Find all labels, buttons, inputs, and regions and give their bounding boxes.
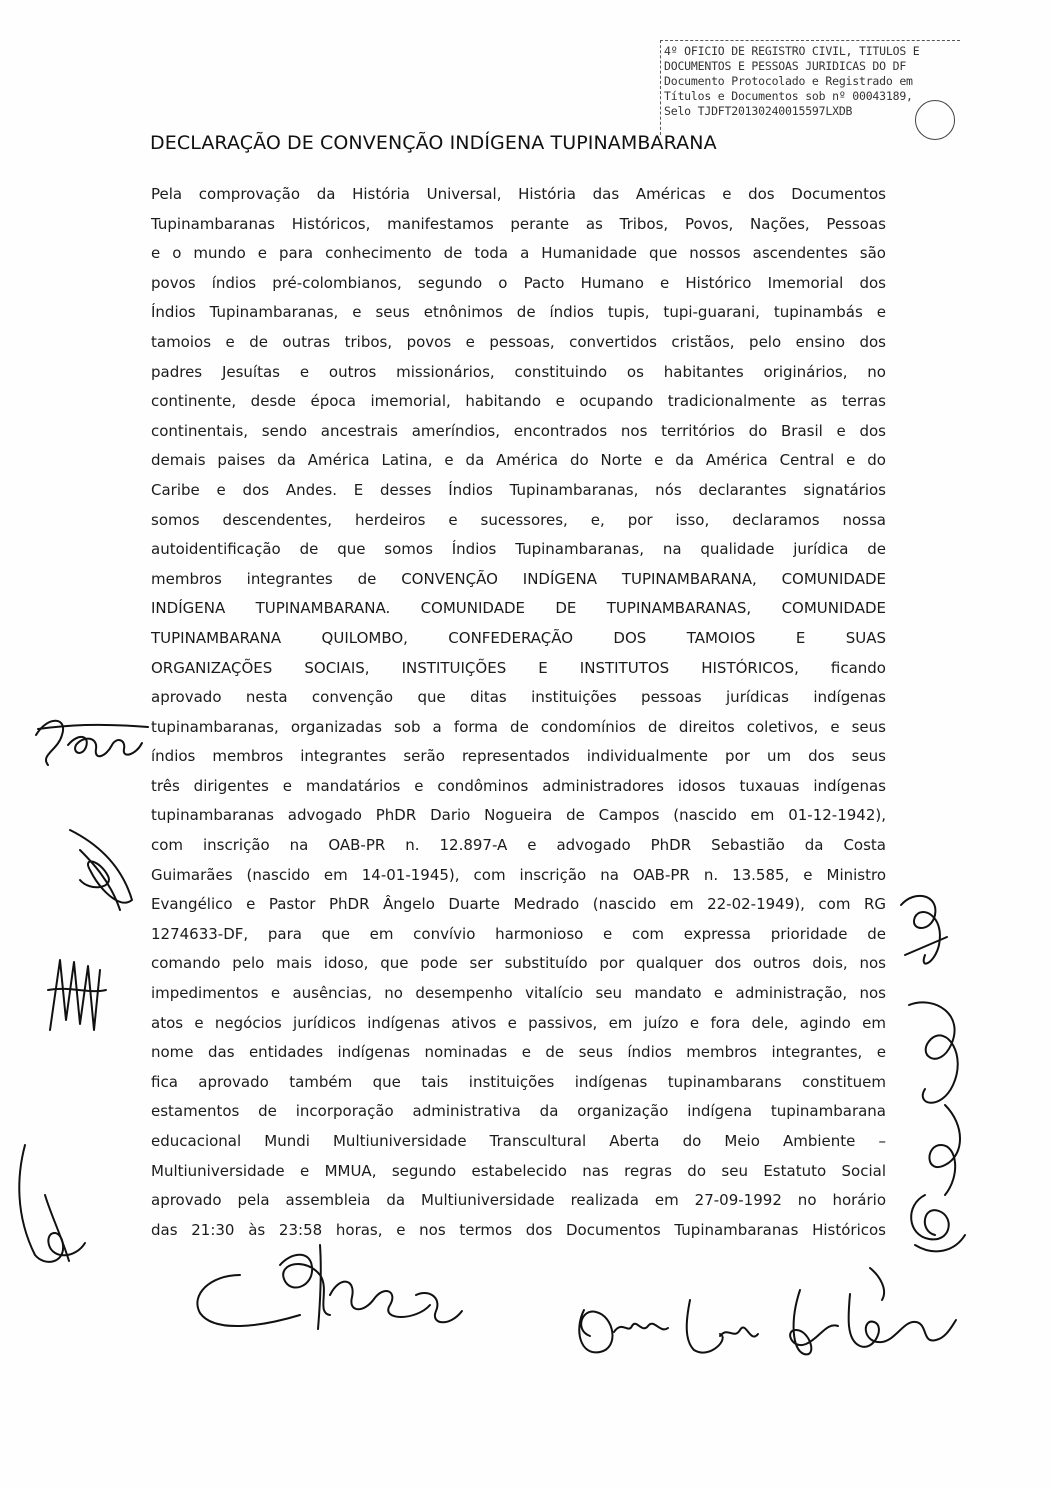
body-line: três dirigentes e mandatários e condôminos administradores idosos tuxauas indígenas	[151, 776, 886, 795]
body-line: educacional Mundi Multiuniversidade Transcultural Aberta do Meio Ambiente –	[151, 1132, 886, 1150]
body-line: comando pelo mais idoso, que pode ser substituído por qualquer dos outros dois, nos	[151, 954, 886, 973]
body-line: demais paises da América Latina, e da América do Norte e da América Central e do	[151, 451, 886, 470]
signature-bottom-right	[570, 1260, 960, 1380]
stamp-line: 4º OFICIO DE REGISTRO CIVIL, TITULOS E	[664, 44, 920, 58]
body-line: índios membros integrantes serão representados individualmente por um dos seus	[151, 747, 886, 766]
body-line: continente, desde época imemorial, habitando e ocupando tradicionalmente as terras	[151, 392, 886, 411]
body-line: fica aprovado também que tais instituições indígenas tupinambarans constituem	[151, 1072, 886, 1091]
stamp-line: Títulos e Documentos sob nº 00043189,	[664, 89, 913, 103]
body-line: TUPINAMBARANA QUILOMBO, CONFEDERAÇÃO DOS TAMOIOS E SUAS	[151, 628, 886, 647]
signature-left-margin-2	[60, 820, 140, 920]
body-line: nome das entidades indígenas nominadas e de seus índios membros integrantes, e	[151, 1043, 886, 1062]
body-line: autoidentificação de que somos Índios Tupinambaranas, na qualidade jurídica de	[151, 540, 886, 559]
stamp-line: DOCUMENTOS E PESSOAS JURIDICAS DO DF	[664, 59, 907, 73]
signature-bottom-left	[180, 1235, 470, 1345]
body-line: Tupinambaranas Históricos, manifestamos perante as Tribos, Povos, Nações, Pessoas	[151, 214, 886, 233]
signature-right-margin-2	[895, 995, 975, 1265]
body-line: estamentos de incorporação administrativa da organização indígena tupinambarana	[151, 1102, 886, 1121]
body-line: das 21:30 às 23:58 horas, e nos termos dos Documentos Tupinambaranas Históricos	[151, 1220, 886, 1239]
body-line: Caribe e dos Andes. E desses Índios Tupinambaranas, nós declarantes signatários	[151, 480, 886, 499]
signature-right-margin-1	[895, 885, 955, 975]
body-line: tamoios e de outras tribos, povos e pessoas, convertidos cristãos, pelo ensino dos	[151, 332, 886, 351]
body-line: aprovado nesta convenção que ditas instituições pessoas jurídicas indígenas	[151, 688, 886, 707]
body-line: Evangélico e Pastor PhDR Ângelo Duarte Medrado (nascido em 22-02-1949), com RG	[151, 895, 886, 914]
body-line: continentais, sendo ancestrais ameríndios, encontrados nos territórios do Brasil e dos	[151, 421, 886, 440]
body-line: 1274633-DF, para que em convívio harmonioso e com expressa prioridade de	[151, 924, 886, 943]
document-title: DECLARAÇÃO DE CONVENÇÃO INDÍGENA TUPINAMBARANA	[150, 132, 717, 154]
body-line: Guimarães (nascido em 14-01-1945), com inscrição na OAB-PR n. 13.585, e Ministro	[151, 865, 886, 884]
signature-left-margin-4	[5, 1135, 95, 1275]
body-line: membros integrantes de CONVENÇÃO INDÍGENA TUPINAMBARANA, COMUNIDADE	[151, 569, 886, 588]
stamp-line: Documento Protocolado e Registrado em	[664, 74, 913, 88]
body-line: ORGANIZAÇÕES SOCIAIS, INSTITUIÇÕES E INSTITUTOS HISTÓRICOS, ficando	[151, 658, 886, 677]
declaration-body	[151, 180, 886, 1245]
body-line: somos descendentes, herdeiros e sucessores, e, por isso, declaramos nossa	[151, 510, 886, 529]
body-line: e o mundo e para conhecimento de toda a Humanidade que nossos ascendentes são	[151, 244, 886, 263]
body-line: com inscrição na OAB-PR n. 12.897-A e advogado PhDR Sebastião da Costa	[151, 836, 886, 855]
body-line: aprovado pela assembleia da Multiuniversidade realizada em 27-09-1992 no horário	[151, 1191, 886, 1210]
body-line: Multiuniversidade e MMUA, segundo estabelecido nas regras do seu Estatuto Social	[151, 1161, 886, 1180]
body-line: padres Jesuítas e outros missionários, constituindo os habitantes originários, no	[151, 362, 886, 381]
body-line: Índios Tupinambaranas, e seus etnônimos de índios tupis, tupi-guarani, tupinambás e	[151, 303, 886, 322]
stamp-line: Selo TJDFT20130240015597LXDB	[664, 104, 853, 118]
body-line: Pela comprovação da História Universal, História das Américas e dos Documentos	[151, 185, 886, 203]
body-line: INDÍGENA TUPINAMBARANA. COMUNIDADE DE TUPINAMBARANAS, COMUNIDADE	[151, 599, 886, 618]
body-line: povos índios pré-colombianos, segundo o Pacto Humano e Histórico Imemorial dos	[151, 273, 886, 292]
body-line: impedimentos e ausências, no desempenho vitalício seu mandato e administração, nos	[151, 984, 886, 1003]
body-line: tupinambaranas advogado PhDR Dario Nogueira de Campos (nascido em 01-12-1942),	[151, 806, 886, 825]
stamp-seal-mark	[915, 100, 955, 140]
body-line: tupinambaranas, organizadas sob a forma de condomínios de direitos coletivos, e seus	[151, 717, 886, 736]
signature-left-margin-1	[28, 705, 158, 775]
body-line: atos e negócios jurídicos indígenas ativos e passivos, em juízo e fora dele, agindo em	[151, 1013, 886, 1032]
signature-left-margin-3	[40, 950, 110, 1040]
